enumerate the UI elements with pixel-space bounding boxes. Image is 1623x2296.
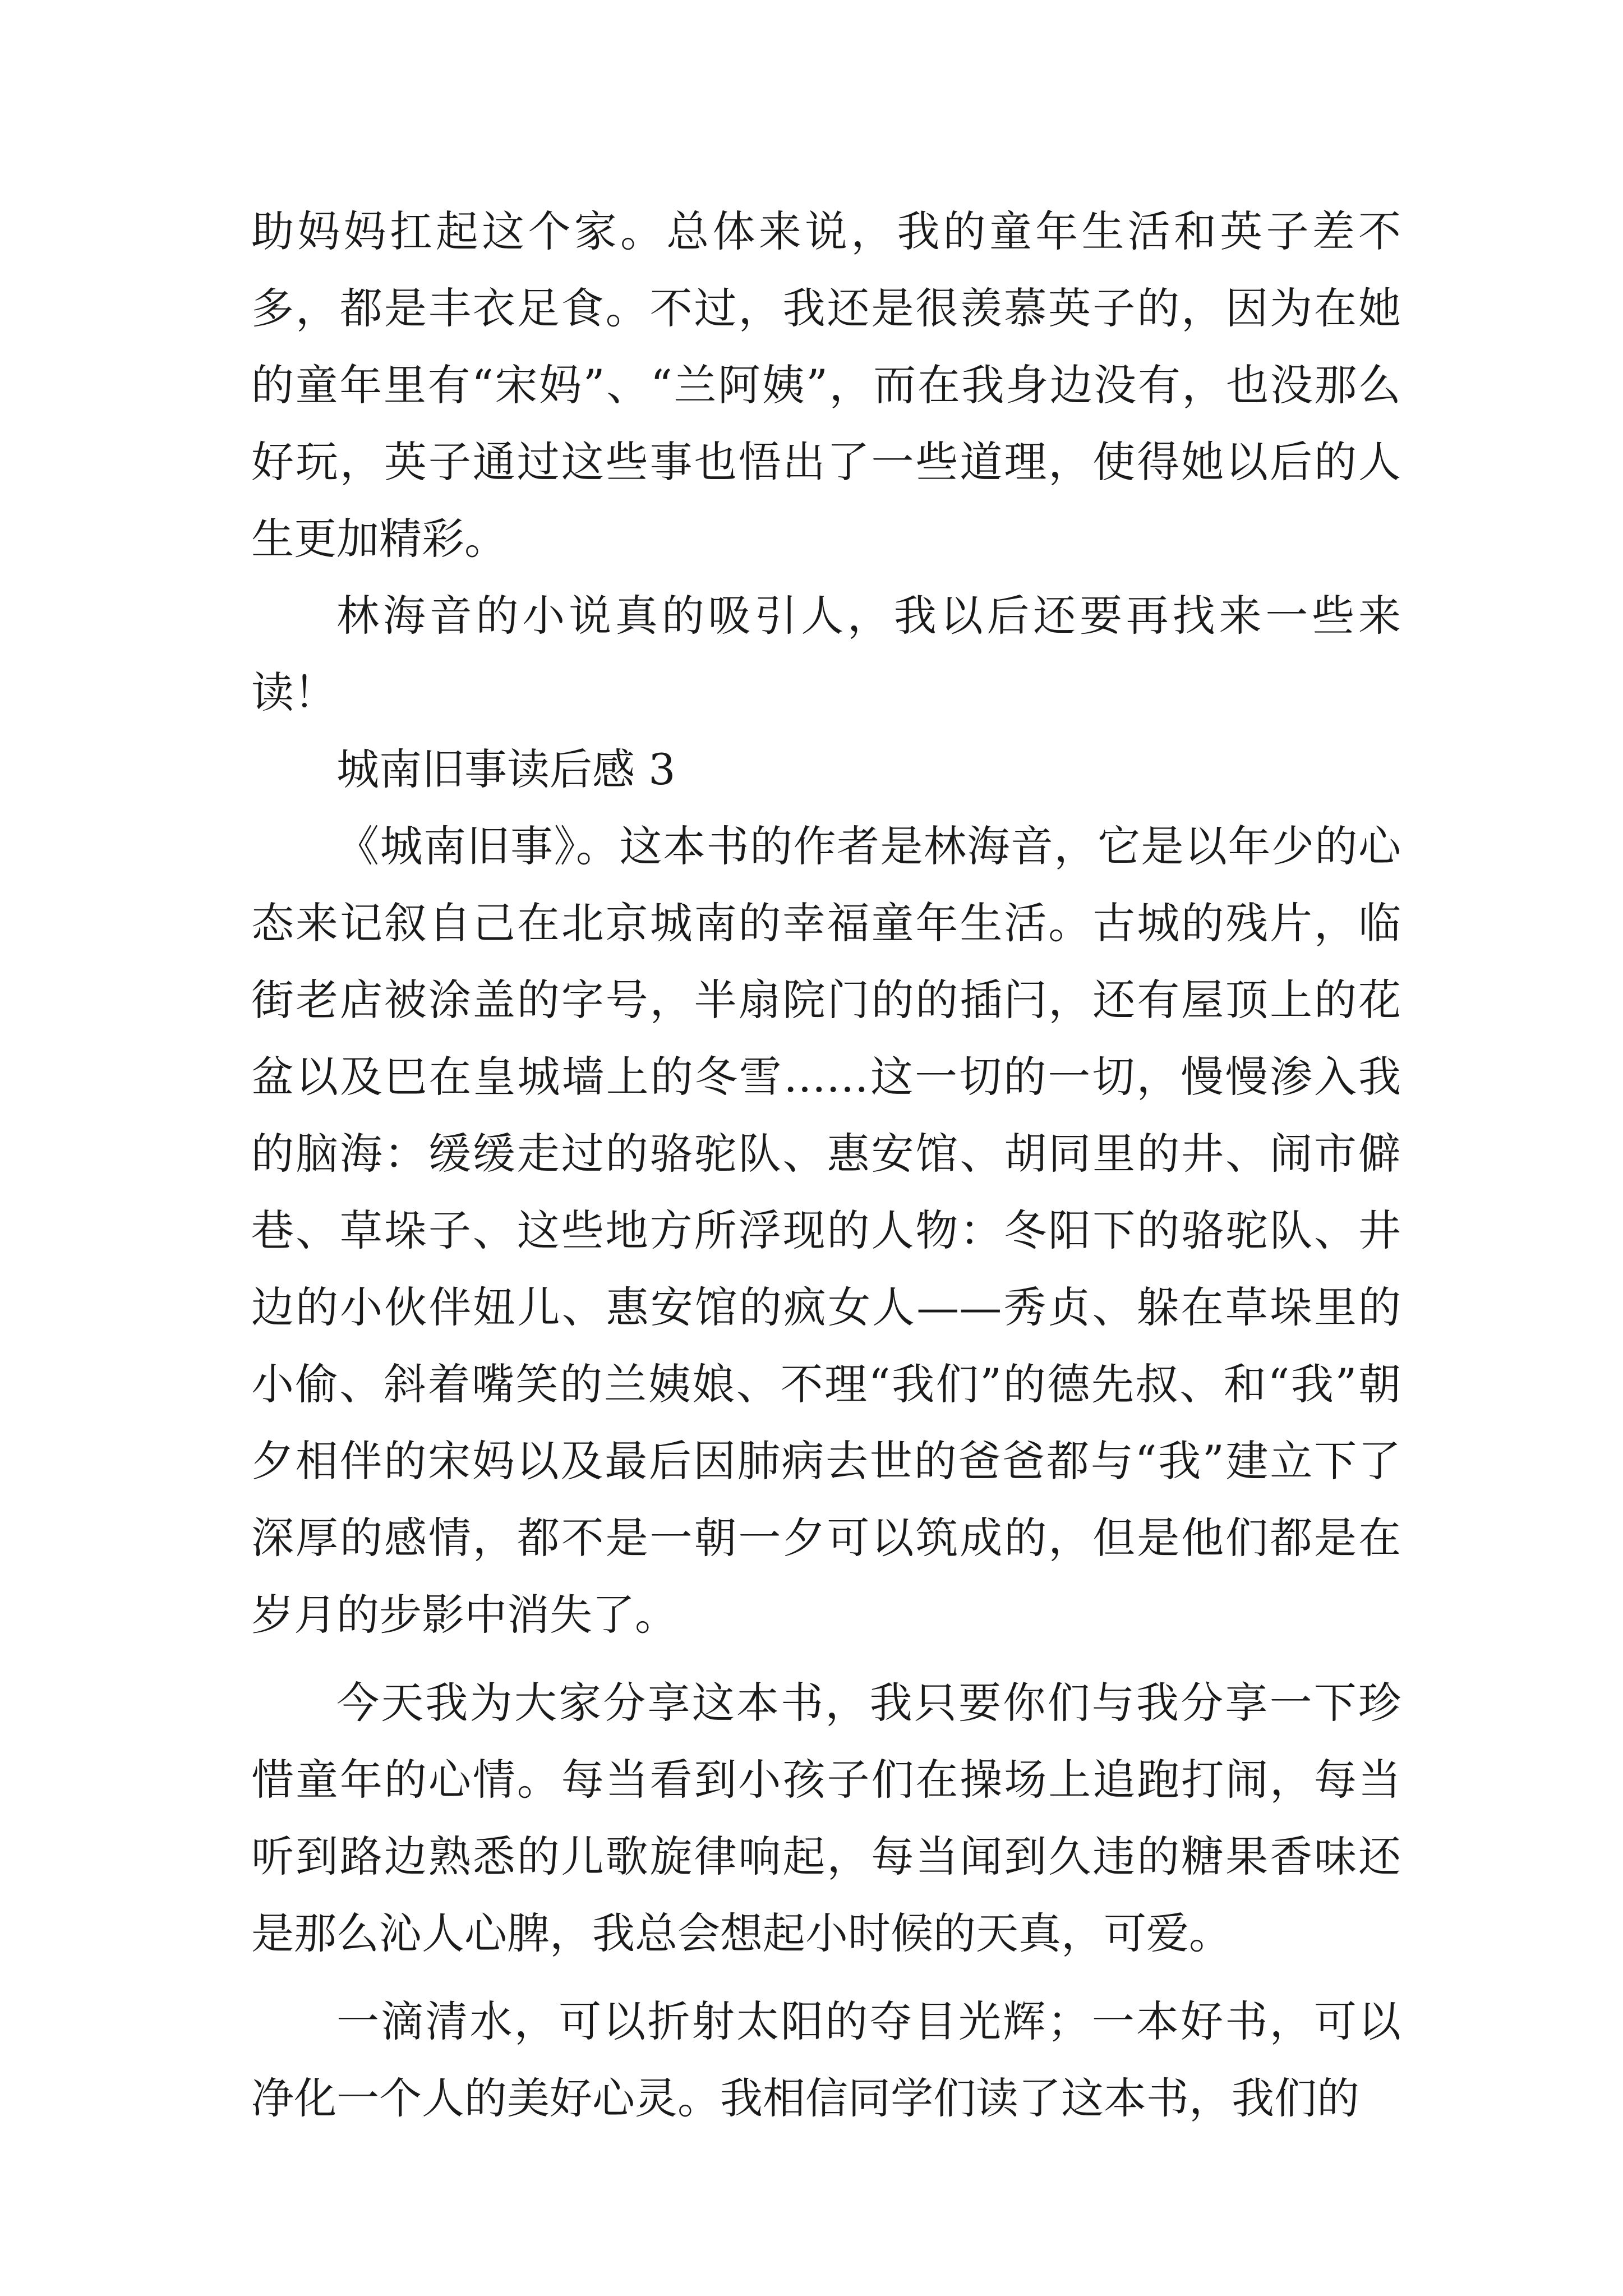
document-body bbox=[251, 193, 1401, 2137]
paragraph-continuation: 助妈妈扛起这个家。总体来说，我的童年生活和英子差不多，都是丰衣足食。不过，我还是很羡慕英子的，因为在她的童年里有“宋妈”、“兰阿姨”，而在我身边没有，也没那么好玩，英子通过这些事也悟出了一些道理，使得她以后的人生更加精彩。 bbox=[251, 206, 1401, 564]
paragraph-book-intro: 《城南旧事》。这本书的作者是林海音，它是以年少的心态来记叙自己在北京城南的幸福童年生活。古城的残片，临街老店被涂盖的字号，半扇院门的的插闩，还有屋顶上的花盆以及巴在皇城墙上的冬雪……这一切的一切，慢慢渗入我的脑海：缓缓走过的骆驼队、惠安馆、胡同里的井、闹市僻巷、草垛子、这些地方所浮现的人物：冬阳下的骆驼队、井边的小伙伴妞儿、惠安馆的疯女人——秀贞、躲在草垛里的小偷、斜着嘴笑的兰姨娘、不理“我们”的德先叔、和“我”朝夕相伴的宋妈以及最后因肺病去世的爸爸都与“我”建立下了深厚的感情，都不是一朝一夕可以筑成的，但是他们都是在岁月的步影中消失了。 bbox=[251, 821, 1401, 1640]
section-heading: 城南旧事读后感 3 bbox=[336, 744, 676, 794]
paragraph-closing: 一滴清水，可以折射太阳的夺目光辉；一本好书，可以净化一个人的美好心灵。我相信同学们读了这本书，我们的 bbox=[251, 1996, 1401, 2123]
paragraph-reading-note: 林海音的小说真的吸引人，我以后还要再找来一些来读！ bbox=[251, 591, 1401, 717]
paragraph-sharing: 今天我为大家分享这本书，我只要你们与我分享一下珍惜童年的心情。每当看到小孩子们在操场上追跑打闹，每当听到路边熟悉的儿歌旋律响起，每当闻到久违的糖果香味还是那么沁人心脾，我总会想起小时候的天真，可爱。 bbox=[251, 1678, 1401, 1958]
